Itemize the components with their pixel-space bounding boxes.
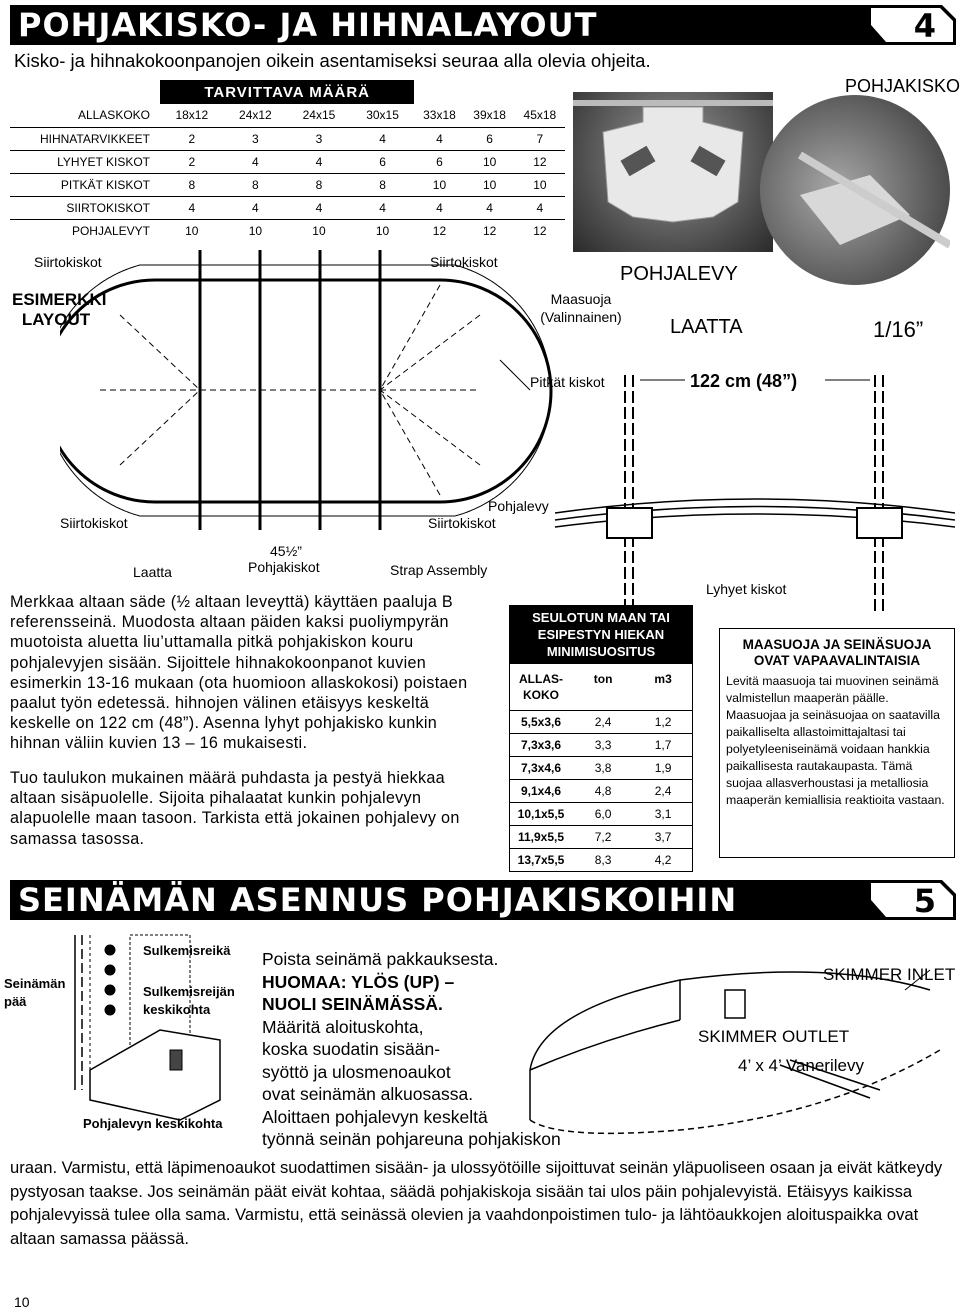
siirtokiskot-label-br: Siirtokiskot xyxy=(428,515,496,531)
table-row: 13,7x5,5 8,3 4,2 xyxy=(510,848,692,871)
section-4-banner xyxy=(10,5,868,45)
strap-label: Strap Assembly xyxy=(390,562,488,578)
step-line: NUOLI SEINÄMÄSSÄ. xyxy=(262,994,443,1014)
section-5-title: SEINÄMÄN ASENNUS POHJAKISKOIHIN xyxy=(18,881,738,919)
final-paragraph: uraan. Varmistu, että läpimenoaukot suodattimen sisään- ja ulossyötöille sijoittuvat seinän yläpuoliseen osaan ja eivät kätkeydy pystyosan taakse. Jos seinämän päät eivät kohtaa, säädä pohjakiskoja sisään tai ulos päin pohjalevyistä. Etäisyys kaikissa pohjalevyissä tulee olla sama. Varmistu, että seinässä olevien ja vaahdonpoistimen tulo- ja lähtöaukkojen aloituspaikka ovat altaan samassa päässä. xyxy=(10,1158,943,1248)
table-row: PITKÄT KISKOT 8 8 8 8 10 10 10 xyxy=(10,173,565,196)
table-row: SIIRTOKISKOT 4 4 4 4 4 4 4 xyxy=(10,196,565,219)
baseplate-shape xyxy=(573,92,773,252)
baseplate-photo xyxy=(573,92,773,252)
maasuoja-label: Maasuoja (Valinnainen) xyxy=(540,291,622,325)
requirements-header: TARVITTAVA MÄÄRÄ xyxy=(160,80,414,104)
table-row: 5,5x3,6 2,4 1,2 xyxy=(510,710,692,733)
intro-text: Kisko- ja hihnakokoonpanojen oikein asentamiseksi seuraa alla olevia ohjeita. xyxy=(14,50,651,71)
layout-diagram xyxy=(60,240,560,540)
lyhyet-kiskot-label: Lyhyet kiskot xyxy=(706,581,787,597)
sulkemisreijan-label: Sulkemisreijän keskikohta xyxy=(143,984,235,1017)
table-row: 9,1x4,6 4,8 2,4 xyxy=(510,779,692,802)
table-row: 10,1x5,5 6,0 3,1 xyxy=(510,802,692,825)
laatta-label: Laatta xyxy=(133,564,172,580)
section-4-badge xyxy=(868,5,956,45)
wall-diagram xyxy=(70,930,270,1130)
step-line: Aloittaen pohjalevyn keskeltä xyxy=(262,1106,488,1127)
fill-table xyxy=(509,605,693,872)
step-line: HUOMAA: YLÖS (UP) – xyxy=(262,971,455,992)
laatta-photo-label: LAATTA xyxy=(670,316,743,338)
seinaman-paa-label: Seinämän pää xyxy=(4,976,66,1009)
sulkemisreika-label: Sulkemisreikä xyxy=(143,943,231,958)
section-5-number: 5 xyxy=(913,882,936,920)
pohjalevyn-label: Pohjalevyn keskikohta xyxy=(83,1116,223,1131)
step-line: syöttö ja ulosmenoaukot xyxy=(262,1061,451,1082)
siirtokiskot-label-bl: Siirtokiskot xyxy=(60,515,128,531)
step-line: työnnä seinän pohjareuna pohjakiskon xyxy=(262,1129,561,1149)
skimmer-inlet-label: SKIMMER INLET xyxy=(823,965,956,984)
table-row: HIHNATARVIKKEET 2 3 3 4 4 6 7 xyxy=(10,127,565,150)
page-number: 10 xyxy=(14,1294,30,1310)
table-row: 11,9x5,5 7,2 3,7 xyxy=(510,825,692,848)
board-label: 4’ x 4’ Vanerilevy xyxy=(738,1056,864,1075)
siirtokiskot-label-tl: Siirtokiskot xyxy=(34,254,102,270)
info-box xyxy=(719,628,955,858)
section-4-title: POHJAKISKO- JA HIHNALAYOUT xyxy=(18,6,598,44)
fraction-label: 1/16” xyxy=(873,317,924,342)
skimmer-outlet-label: SKIMMER OUTLET xyxy=(698,1027,850,1046)
pitkat-kiskot-label: Pitkät kiskot xyxy=(530,374,605,390)
table-row: ALLASKOKO 18x12 24x12 24x15 30x15 33x18 39x18 45x18 xyxy=(77,108,557,123)
section-5-banner xyxy=(10,880,868,920)
info-box-body: Levitä maasuoja tai muovinen seinämä valmistellun maaperän päälle. Maasuojaa ja seinäsuojaa on saatavilla paikalliselta allastoimittajaltasi tai polyetyleeniseinämä voidaan hankkia paikallisesta rautakaupasta. Tämä suojaa allasverhoustasi ja metalliosia maaperän kemiallisia reaktioita vastaan. xyxy=(726,674,945,807)
step-line: Määritä aloituskohta, xyxy=(262,1016,424,1037)
section-4-number: 4 xyxy=(913,7,936,45)
pohjalevy-label: POHJALEVY xyxy=(620,263,738,285)
dimension-label: 122 cm (48”) xyxy=(690,371,798,391)
table-row: 7,3x3,6 3,3 1,7 xyxy=(510,733,692,756)
pohjakiskot-label: Pohjakiskot xyxy=(248,559,320,575)
section-5-badge xyxy=(868,880,956,920)
pohjakisko-label: POHJAKISKO xyxy=(845,76,960,96)
table-row: 7,3x4,6 3,8 1,9 xyxy=(510,756,692,779)
table-row: POHJALEVYT 10 10 10 10 12 12 12 xyxy=(10,219,565,242)
angle-label: 45½” xyxy=(270,543,302,559)
requirements-table xyxy=(10,80,565,242)
table-row: ALLAS-KOKO ton m3 xyxy=(519,671,672,702)
table-row: LYHYET KISKOT 2 4 4 6 6 10 12 xyxy=(10,150,565,173)
instruction-paragraph-2: Tuo taulukon mukainen määrä puhdasta ja pestyä hiekkaa altaan sisäpuolelle. Sijoita pihalaatat kunkin pohjalevyn alapuolelle maan tasoon. Tarkista että jokainen pohjalevy on samassa tasossa. xyxy=(10,769,460,848)
info-box-title: MAASUOJA JA SEINÄSUOJA OVAT VAPAAVALINTAISIA xyxy=(742,637,932,668)
pohjalevy-rail-label: Pohjalevy xyxy=(488,498,549,514)
closeup-shape xyxy=(760,95,950,285)
siirtokiskot-label-tr: Siirtokiskot xyxy=(430,254,498,270)
step-line: koska suodatin sisään- xyxy=(262,1039,441,1059)
step-line: Poista seinämä pakkauksesta. xyxy=(262,949,499,969)
fill-table-header: SEULOTUN MAAN TAI ESIPESTYN HIEKAN MINIMISUOSITUS xyxy=(510,606,692,664)
step-line: ovat seinämän alkuosassa. xyxy=(262,1084,474,1104)
layout-heading: ESIMERKKI LAYOUT xyxy=(12,290,107,329)
instruction-paragraph-1: Merkkaa altaan säde (½ altaan leveyttä) käyttäen paaluja B referensseinä. Muodosta altaan päiden kaksi puoliympyrän muotoista aluetta liu’uttamalla pitkä pohjakiskon kouru pohjalevyjen sisään. Sijoittele hihnakokoonpanot kuvien esimerkin 13-16 mukaan (ota huomioon allaskokosi) poistaen paalut työn edetessä. hihnojen välinen etäisyys keskeltä keskelle on 122 cm (48”). Asenna lyhyt pohjakisko kunkin hihnan väliin kuvien 13 – 16 mukaisesti. xyxy=(10,593,468,753)
closeup-photo xyxy=(760,95,950,285)
